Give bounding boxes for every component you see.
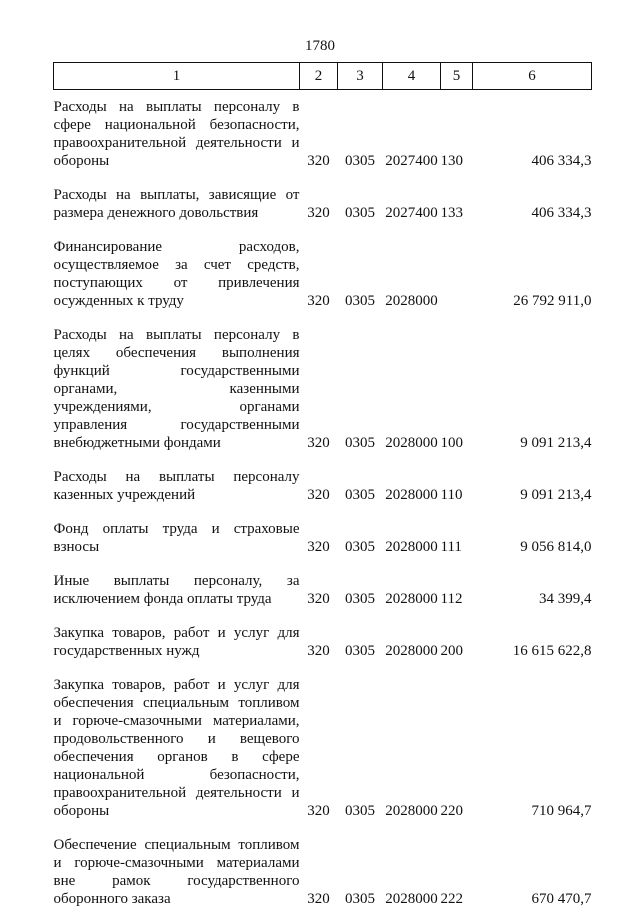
description-line: Закупка товаров, работ и услуг для <box>54 624 300 642</box>
cell-c5: 110 <box>441 468 473 504</box>
cell-c3: 0305 <box>338 98 383 170</box>
description-line: Обеспечение специальным топливом <box>54 836 300 854</box>
description-line: исключением фонда оплаты труда <box>54 590 300 608</box>
table-row <box>54 572 592 608</box>
cell-c4: 2027400 <box>383 98 441 170</box>
table-header-row <box>54 63 592 90</box>
cell-c4: 2028000 <box>383 520 441 556</box>
column-header-3: 3 <box>338 63 383 90</box>
description-line: Расходы на выплаты персоналу в <box>54 326 300 344</box>
cell-c5: 200 <box>441 624 473 660</box>
description-line: правоохранительной деятельности и <box>54 784 300 802</box>
table-row <box>54 98 592 170</box>
row-description <box>54 836 300 908</box>
cell-c6: 670 470,7 <box>473 836 592 908</box>
table-row <box>54 326 592 452</box>
cell-c5 <box>441 238 473 310</box>
description-line: Закупка товаров, работ и услуг для <box>54 676 300 694</box>
column-header-5: 5 <box>441 63 473 90</box>
cell-c5: 220 <box>441 676 473 820</box>
cell-c4: 2028000 <box>383 676 441 820</box>
description-line: продовольственного и вещевого <box>54 730 300 748</box>
description-line: внебюджетными фондами <box>54 434 300 452</box>
description-line: управления государственными <box>54 416 300 434</box>
description-line: оборонного заказа <box>54 890 300 908</box>
description-line: размера денежного довольствия <box>54 204 300 222</box>
description-line: функций государственными <box>54 362 300 380</box>
description-line: осуществляемое за счет средств, <box>54 256 300 274</box>
description-line: обороны <box>54 802 300 820</box>
description-line: Расходы на выплаты персоналу в <box>54 98 300 116</box>
description-line: обеспечения специальным топливом <box>54 694 300 712</box>
description-line: Фонд оплаты труда и страховые <box>54 520 300 538</box>
row-spacer <box>54 660 592 676</box>
description-line: целях обеспечения выполнения <box>54 344 300 362</box>
description-line: взносы <box>54 538 300 556</box>
cell-c6: 9 091 213,4 <box>473 468 592 504</box>
cell-c5: 100 <box>441 326 473 452</box>
cell-c6: 9 091 213,4 <box>473 326 592 452</box>
description-line: правоохранительной деятельности и <box>54 134 300 152</box>
table-row <box>54 520 592 556</box>
column-header-2: 2 <box>300 63 338 90</box>
cell-c2: 320 <box>300 836 338 908</box>
cell-c3: 0305 <box>338 624 383 660</box>
table-row <box>54 468 592 504</box>
cell-c3: 0305 <box>338 676 383 820</box>
column-header-1: 1 <box>54 63 300 90</box>
table-row <box>54 676 592 820</box>
table-row <box>54 186 592 222</box>
description-line: обороны <box>54 152 300 170</box>
cell-c3: 0305 <box>338 572 383 608</box>
cell-c6: 406 334,3 <box>473 98 592 170</box>
row-description <box>54 238 300 310</box>
cell-c2: 320 <box>300 624 338 660</box>
cell-c2: 320 <box>300 468 338 504</box>
cell-c4: 2028000 <box>383 238 441 310</box>
description-line: вне рамок государственного <box>54 872 300 890</box>
row-spacer <box>54 310 592 326</box>
row-spacer <box>54 608 592 624</box>
description-line: осужденных к труду <box>54 292 300 310</box>
cell-c5: 133 <box>441 186 473 222</box>
row-description <box>54 186 300 222</box>
cell-c6: 34 399,4 <box>473 572 592 608</box>
description-line: казенных учреждений <box>54 486 300 504</box>
description-line: органами, казенными <box>54 380 300 398</box>
description-line: Финансирование расходов, <box>54 238 300 256</box>
cell-c2: 320 <box>300 326 338 452</box>
column-header-6: 6 <box>473 63 592 90</box>
row-spacer <box>54 170 592 186</box>
description-line: поступающих от привлечения <box>54 274 300 292</box>
row-spacer <box>54 222 592 238</box>
cell-c6: 9 056 814,0 <box>473 520 592 556</box>
description-line: Иные выплаты персоналу, за <box>54 572 300 590</box>
row-description <box>54 98 300 170</box>
cell-c5: 130 <box>441 98 473 170</box>
budget-table <box>53 62 592 908</box>
description-line: обеспечения органов в сфере <box>54 748 300 766</box>
cell-c3: 0305 <box>338 468 383 504</box>
cell-c4: 2028000 <box>383 836 441 908</box>
cell-c3: 0305 <box>338 836 383 908</box>
cell-c6: 406 334,3 <box>473 186 592 222</box>
row-description <box>54 520 300 556</box>
row-description <box>54 676 300 820</box>
description-line: и горюче-смазочными материалами <box>54 854 300 872</box>
row-spacer <box>54 504 592 520</box>
cell-c3: 0305 <box>338 186 383 222</box>
cell-c5: 111 <box>441 520 473 556</box>
table-row <box>54 238 592 310</box>
row-spacer <box>54 452 592 468</box>
cell-c6: 16 615 622,8 <box>473 624 592 660</box>
cell-c6: 26 792 911,0 <box>473 238 592 310</box>
description-line: учреждениями, органами <box>54 398 300 416</box>
cell-c2: 320 <box>300 186 338 222</box>
description-line: Расходы на выплаты персоналу <box>54 468 300 486</box>
row-description <box>54 624 300 660</box>
cell-c2: 320 <box>300 238 338 310</box>
cell-c3: 0305 <box>338 520 383 556</box>
cell-c4: 2028000 <box>383 572 441 608</box>
table-body <box>54 90 592 908</box>
table-row <box>54 624 592 660</box>
cell-c3: 0305 <box>338 238 383 310</box>
cell-c4: 2028000 <box>383 624 441 660</box>
table-row <box>54 836 592 908</box>
row-description <box>54 468 300 504</box>
cell-c4: 2028000 <box>383 326 441 452</box>
column-header-4: 4 <box>383 63 441 90</box>
row-description <box>54 572 300 608</box>
row-spacer <box>54 90 592 99</box>
description-line: национальной безопасности, <box>54 766 300 784</box>
row-description <box>54 326 300 452</box>
cell-c5: 222 <box>441 836 473 908</box>
description-line: Расходы на выплаты, зависящие от <box>54 186 300 204</box>
cell-c5: 112 <box>441 572 473 608</box>
cell-c2: 320 <box>300 572 338 608</box>
cell-c3: 0305 <box>338 326 383 452</box>
page-number: 1780 <box>0 37 640 55</box>
description-line: и горюче-смазочными материалами, <box>54 712 300 730</box>
cell-c2: 320 <box>300 98 338 170</box>
description-line: сфере национальной безопасности, <box>54 116 300 134</box>
row-spacer <box>54 820 592 836</box>
cell-c4: 2027400 <box>383 186 441 222</box>
row-spacer <box>54 556 592 572</box>
cell-c2: 320 <box>300 676 338 820</box>
description-line: государственных нужд <box>54 642 300 660</box>
cell-c4: 2028000 <box>383 468 441 504</box>
cell-c2: 320 <box>300 520 338 556</box>
cell-c6: 710 964,7 <box>473 676 592 820</box>
